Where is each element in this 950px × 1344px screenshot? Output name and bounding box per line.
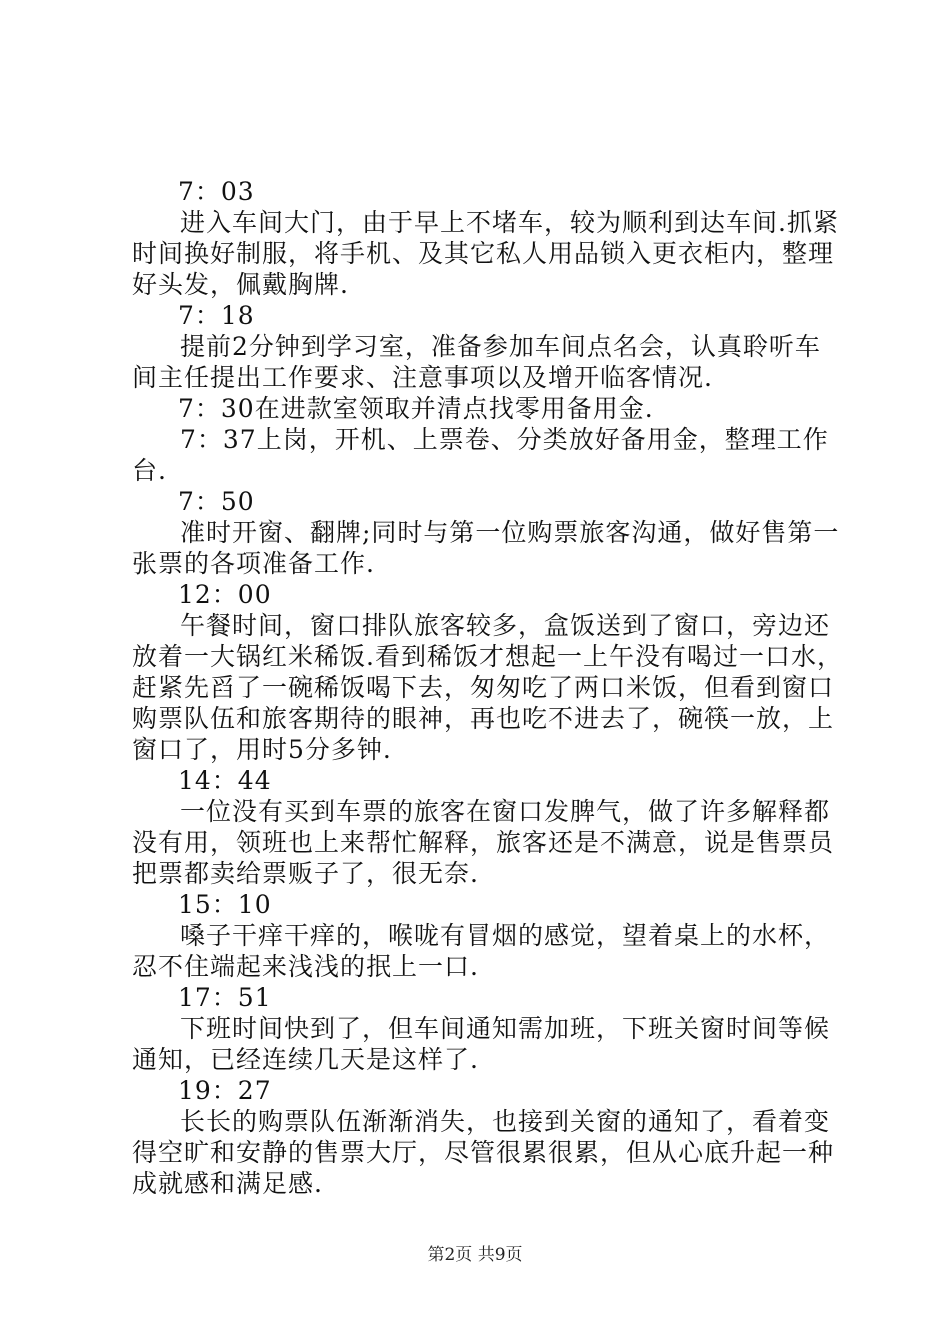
document-body [132,176,843,1199]
entry-text-line: 嗓子干痒干痒的，喉咙有冒烟的感觉，望着桌上的水杯， [180,921,831,950]
entry-text-line: 张票的各项准备工作. [132,549,375,578]
entry-text-line: 通知，已经连续几天是这样了. [132,1045,479,1074]
entry-text-line: 赶紧先舀了一碗稀饭喝下去，匆匆吃了两口米饭，但看到窗口 [132,673,835,702]
entry-text-line: 长长的购票队伍渐渐消失，也接到关窗的通知了，看着变 [180,1107,831,1136]
entry-time: 7：03 [178,177,255,206]
entry-text-line: 好头发，佩戴胸牌. [132,270,349,299]
entry-inline-line: 7：37上岗，开机、上票卷、分类放好备用金，整理工作 [180,425,829,454]
entry-text-line: 成就感和满足感. [132,1169,323,1198]
entry-text-line: 忍不住端起来浅浅的抿上一口. [132,952,479,981]
entry-time: 19：27 [178,1076,272,1105]
entry-time: 12：00 [178,580,272,609]
entry-text-line: 购票队伍和旅客期待的眼神，再也吃不进去了，碗筷一放，上 [132,704,835,733]
entry-text-line: 准时开窗、翻牌;同时与第一位购票旅客沟通，做好售第一 [180,518,840,547]
entry-text-line: 台. [132,456,167,485]
entry-time: 7：50 [178,487,255,516]
entry-text-line: 下班时间快到了，但车间通知需加班，下班关窗时间等候 [180,1014,831,1043]
entry-text-line: 窗口了，用时5分多钟. [132,735,392,764]
entry-text-line: 没有用，领班也上来帮忙解释，旅客还是不满意，说是售票员 [132,828,835,857]
entry-inline-line: 7：30在进款室领取并清点找零用备用金. [178,394,654,423]
entry-text-line: 得空旷和安静的售票大厅，尽管很累很累，但从心底升起一种 [132,1138,835,1167]
entry-text-line: 放着一大锅红米稀饭.看到稀饭才想起一上午没有喝过一口水， [132,642,843,671]
entry-time: 17：51 [178,983,272,1012]
entry-time: 15：10 [178,890,272,919]
entry-text-line: 提前2分钟到学习室，准备参加车间点名会，认真聆听车 [180,332,821,361]
entry-text-line: 把票都卖给票贩子了，很无奈. [132,859,479,888]
entry-text-line: 间主任提出工作要求、注意事项以及增开临客情况. [132,363,713,392]
entry-text-line: 时间换好制服，将手机、及其它私人用品锁入更衣柜内，整理 [132,239,835,268]
entry-text-line: 午餐时间，窗口排队旅客较多，盒饭送到了窗口，旁边还 [180,611,831,640]
page-footer [0,1244,950,1266]
entry-time: 7：18 [178,301,255,330]
page-indicator: 第2页 共9页 [427,1245,523,1265]
entry-text-line: 进入车间大门，由于早上不堵车，较为顺利到达车间.抓紧 [180,208,839,237]
entry-time: 14：44 [178,766,272,795]
entry-text-line: 一位没有买到车票的旅客在窗口发脾气，做了许多解释都 [180,797,831,826]
